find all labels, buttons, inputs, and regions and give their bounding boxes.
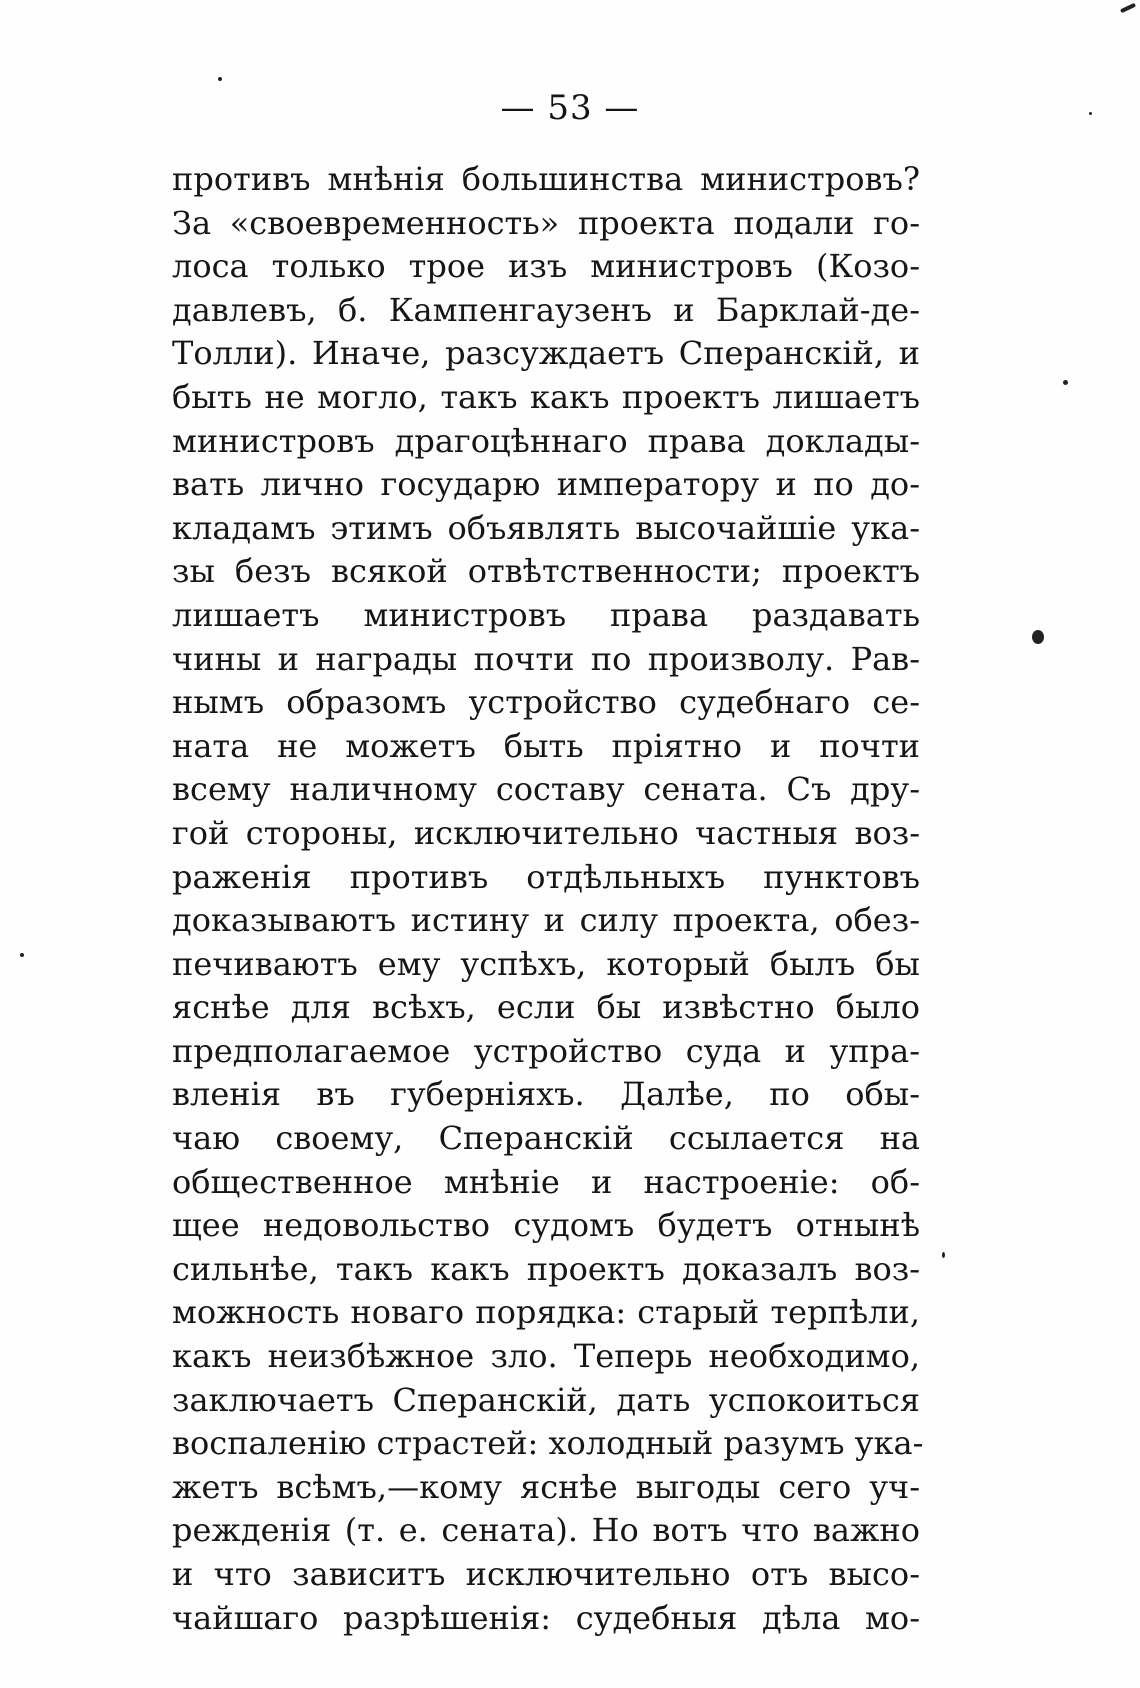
text-line: кладамъ этимъ объявлять высочайшіе ука- [172,508,920,547]
text-line: раженія противъ отдѣльныхъ пунктовъ [172,857,920,896]
text-line: давлевъ, б. Кампенгаузенъ и Барклай-де- [172,290,920,329]
text-line: вленія въ губерніяхъ. Далѣе, по обы- [172,1075,920,1114]
text-line: За «своевременность» проекта подали го- [172,203,920,242]
text-line: зы безъ всякой отвѣтственности; проектъ [172,552,920,591]
text-line: предполагаемое устройство суда и упра- [172,1031,920,1070]
text-line: режденія (т. е. сената). Но вотъ что важно [172,1511,920,1550]
text-line: сильнѣе, такъ какъ проектъ доказалъ воз- [172,1249,920,1288]
text-line: лоса только трое изъ министровъ (Козо- [172,247,920,286]
text-line: чаю своему, Сперанскій ссылается на [172,1119,920,1158]
text-line: ната не можетъ быть пріятно и почти [172,726,920,765]
scan-speck [1089,112,1092,115]
scan-speck [1120,3,1136,13]
scan-speck [20,953,24,957]
text-line: печиваютъ ему успѣхъ, который былъ бы [172,944,920,983]
scan-speck [1063,380,1068,385]
text-line: жетъ всѣмъ,—кому яснѣе выгоды сего уч- [172,1467,920,1506]
text-line: общественное мнѣніе и настроеніе: об- [172,1162,920,1201]
text-line: заключаетъ Сперанскій, дать успокоиться [172,1380,920,1419]
scan-speck [1032,630,1044,644]
text-line: щее недовольство судомъ будетъ отнынѣ [172,1206,920,1245]
text-line: всему наличному составу сената. Съ дру- [172,770,920,809]
text-line: какъ неизбѣжное зло. Теперь необходимо, [172,1337,920,1376]
text-line: лишаетъ министровъ права раздавать [172,595,920,634]
text-line: Толли). Иначе, разсуждаетъ Сперанскій, и [172,334,920,373]
text-line: и что зависитъ исключительно отъ высо- [172,1555,920,1593]
text-line: доказываютъ истину и силу проекта, обез- [172,901,920,940]
text-line: воспаленію страстей: холодный разумъ ука- [172,1424,924,1463]
scan-speck [218,77,222,81]
text-line: гой стороны, исключительно частныя воз- [172,813,920,852]
text-line: можность новаго порядка: старый терпѣли, [172,1293,920,1332]
text-line: чины и награды почти по произволу. Рав- [172,639,920,678]
text-line: нымъ образомъ устройство судебнаго се- [172,683,920,722]
text-line: яснѣе для всѣхъ, если бы извѣстно было [172,988,920,1027]
text-line: противъ мнѣнія большинства министровъ? [172,160,920,198]
body-text [172,158,924,1640]
page-number: — 53 — [500,88,640,128]
text-line: вать лично государю императору и по до- [172,465,920,504]
text-line: министровъ драгоцѣннаго права доклады- [172,421,920,460]
text-line: чайшаго разрѣшенія: судебныя дѣла мо- [172,1598,920,1637]
scan-speck [942,1252,945,1258]
text-line: быть не могло, такъ какъ проектъ лишаетъ [172,377,920,416]
